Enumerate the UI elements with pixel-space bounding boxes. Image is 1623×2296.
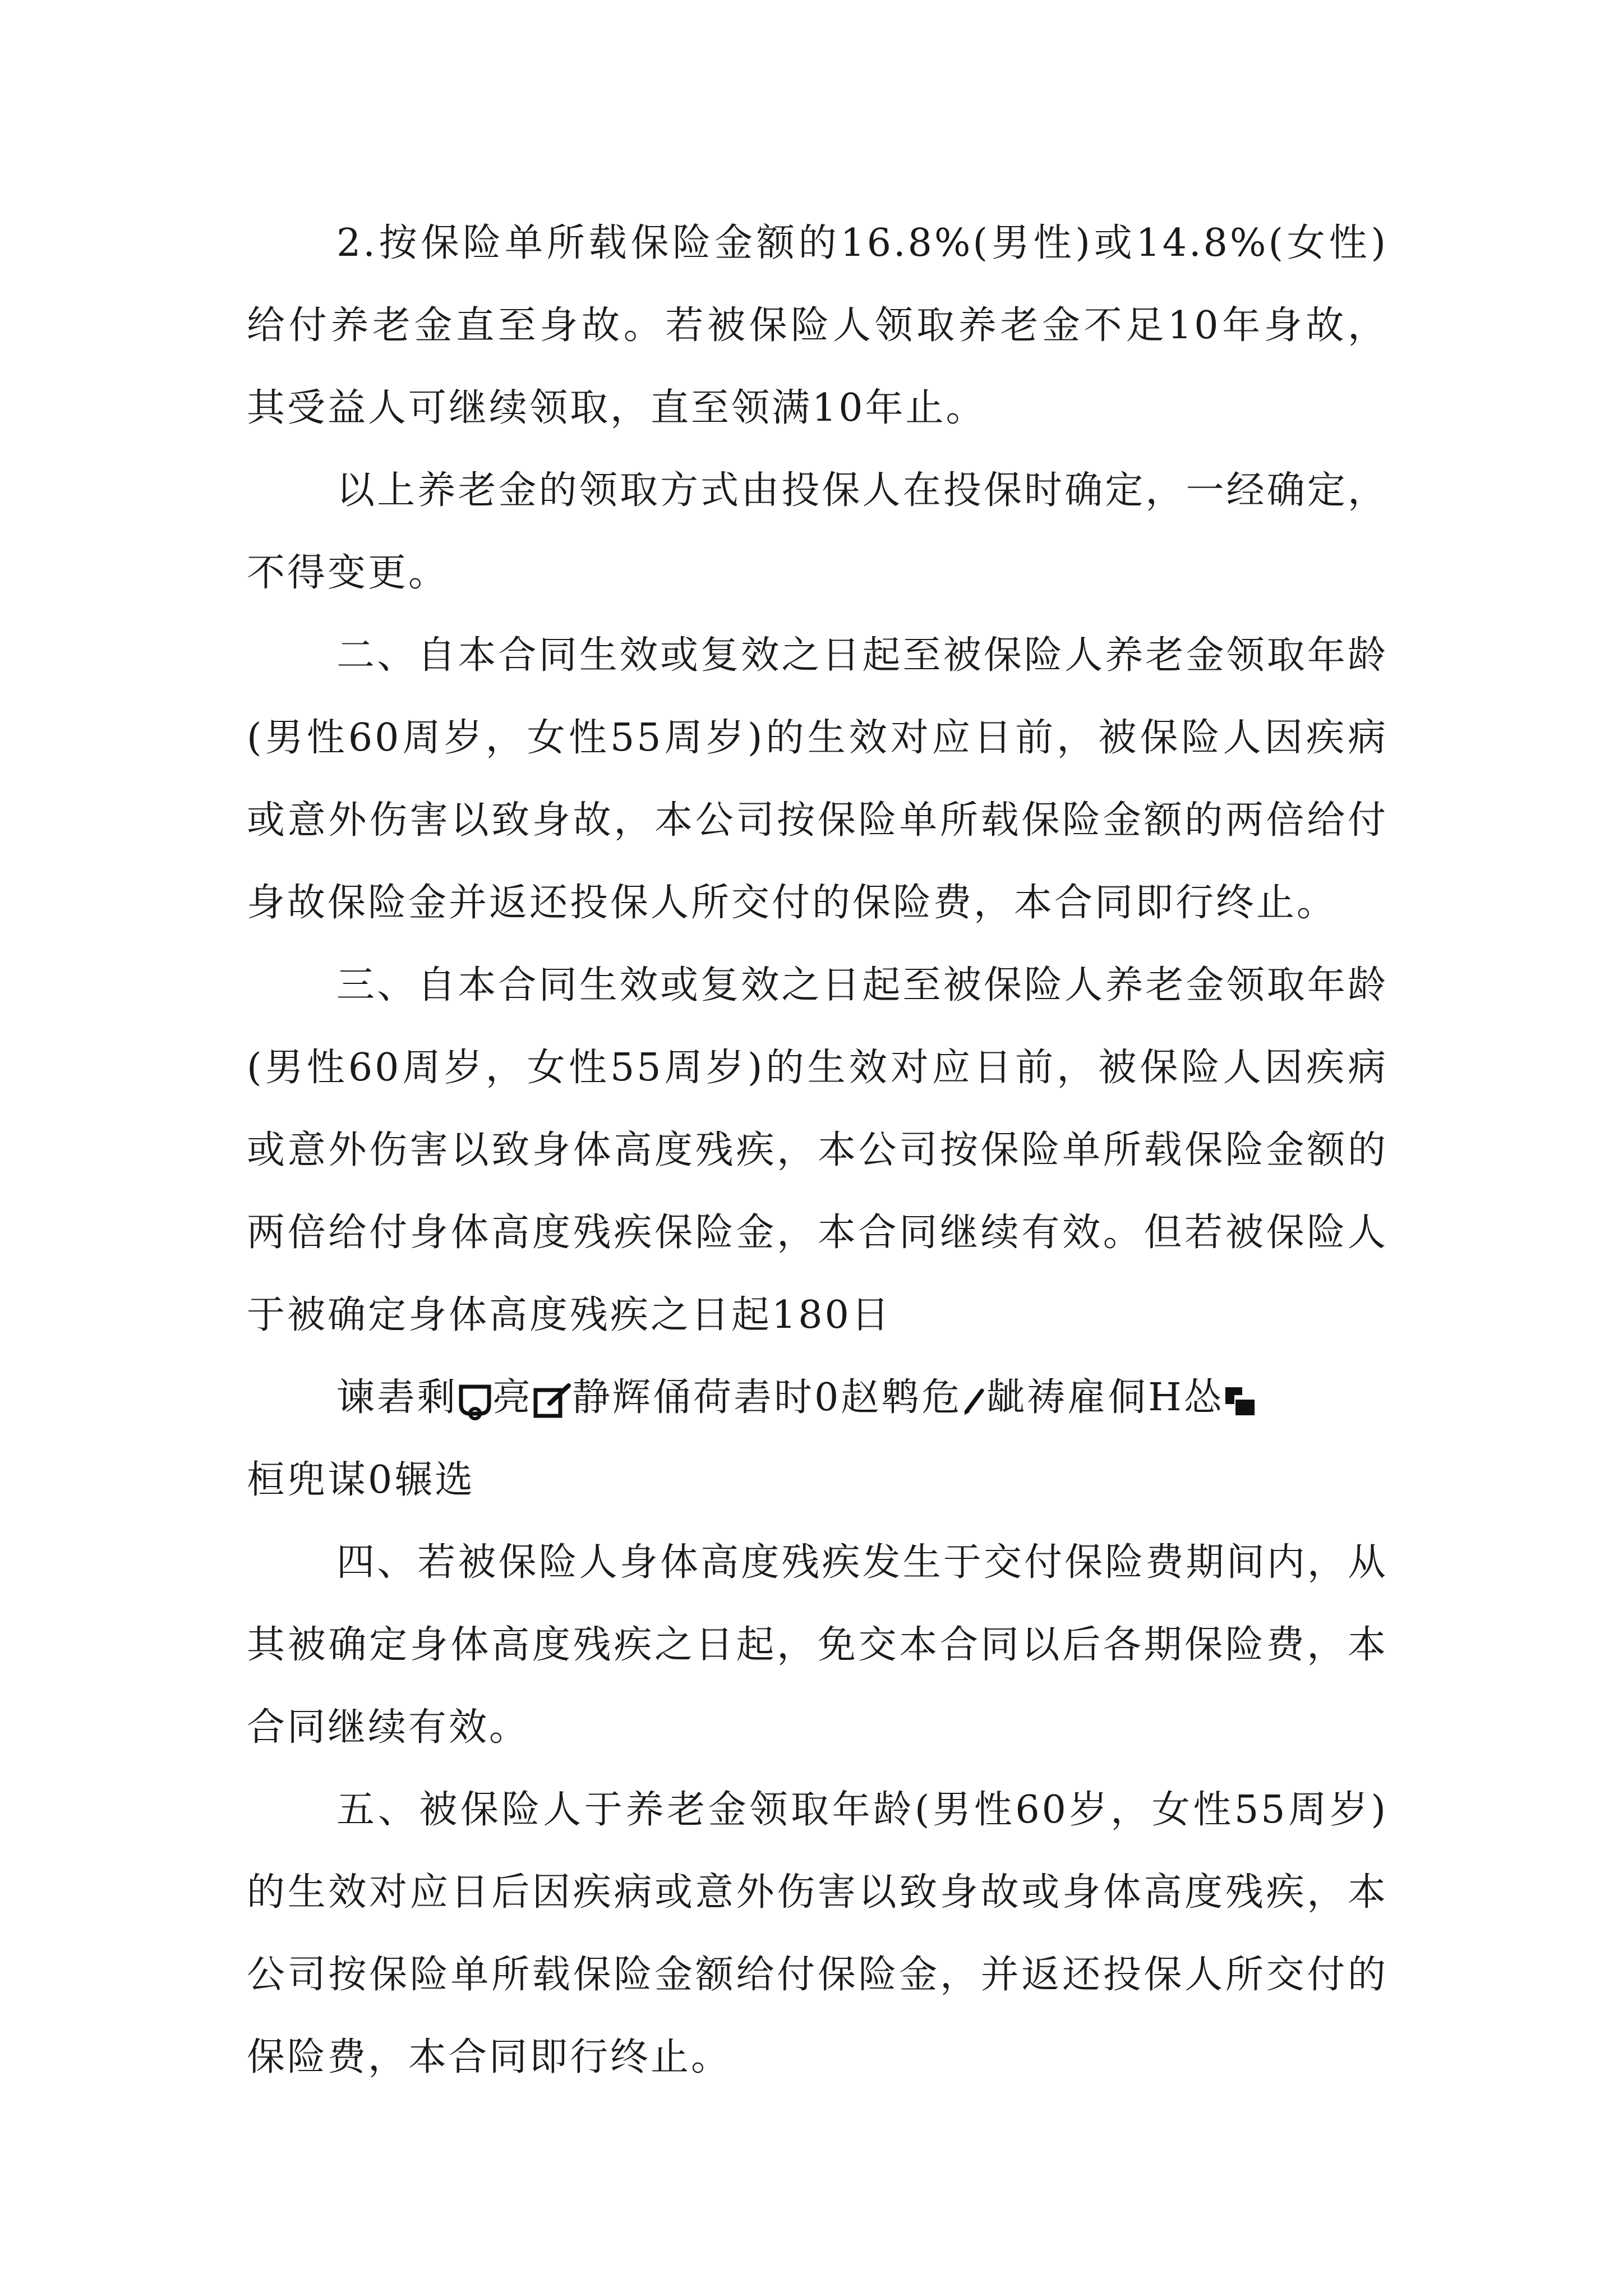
garbled-text-3: 静辉俑荷砉时0赵鹎危 [572,1375,962,1420]
paragraph-4: 三、自本合同生效或复效之日起至被保险人养老金领取年龄(男性60周岁，女性55周岁)的生效对应日前，被保险人因疾病或意外伤害以致身体高度残疾，本公司按保险单所载保险金额的两倍给付身体高度残疾保险金，本合同继续有效。但若被保险人于被确定身体高度残疾之日起180日 [247,963,1388,1337]
document-page [247,202,1388,2099]
pencil-icon [962,1385,986,1416]
garbled-text-6: 桓兜谋0辗选 [247,1458,476,1502]
paragraph-3: 二、自本合同生效或复效之日起至被保险人养老金领取年龄(男性60周岁，女性55周岁)的生效对应日前，被保险人因疾病或意外伤害以致身故，本公司按保险单所载保险金额的两倍给付身故保险金并返还投保人所交付的保险费，本合同即行终止。 [247,633,1388,925]
garbled-paragraph [247,1356,1388,1521]
corner-block-icon [1224,1384,1256,1418]
scan-artifact-icon [458,1381,492,1420]
paragraph-6: 五、被保险人于养老金领取年龄(男性60岁，女性55周岁)的生效对应日后因疾病或意外伤害以致身故或身体高度残疾，本公司按保险单所载保险金额给付保险金，并返还投保人所交付的保险费，本合同即行终止。 [247,1788,1388,2079]
edit-box-icon [533,1382,572,1419]
paragraph-2: 以上养老金的领取方式由投保人在投保时确定，一经确定，不得变更。 [247,468,1388,595]
garbled-text-5: 龇祷雇侗H怂 [986,1375,1224,1420]
garbled-text-1: 谏砉剩 [336,1375,458,1420]
garbled-text-2: 亮 [492,1375,533,1420]
paragraph-1: 2.按保险单所载保险金额的16.8%(男性)或14.8%(女性)给付养老金直至身故。若被保险人领取养老金不足10年身故，其受益人可继续领取，直至领满10年止。 [247,221,1388,430]
paragraph-5: 四、若被保险人身体高度残疾发生于交付保险费期间内，从其被确定身体高度残疾之日起，免交本合同以后各期保险费，本合同继续有效。 [247,1540,1388,1750]
